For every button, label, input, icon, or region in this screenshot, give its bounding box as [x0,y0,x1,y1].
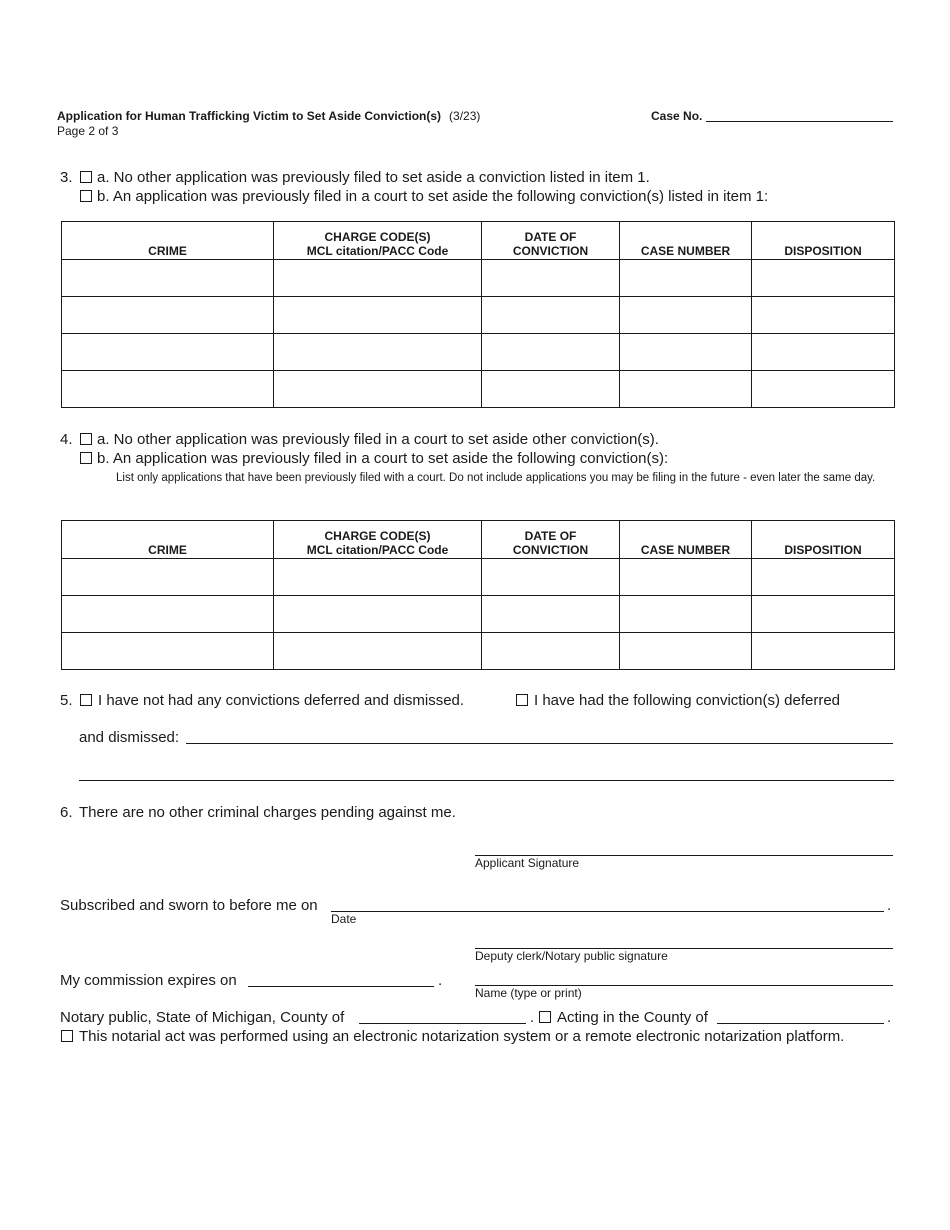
item5-dismissed-field-line2[interactable] [79,780,894,781]
header-charge-code-l1: CHARGE CODE(S) [324,529,431,543]
commission-period: . [438,972,443,989]
case-number-label: Case No. [651,109,703,123]
table-cell[interactable] [752,334,895,371]
commission-expires-field[interactable] [248,986,434,987]
table-cell[interactable] [62,334,274,371]
table-cell[interactable] [274,334,482,371]
table-header-row [62,521,895,559]
table-cell[interactable] [62,633,274,670]
table-row [62,559,895,596]
header-disposition: DISPOSITION [752,521,895,559]
table-cell[interactable] [62,559,274,596]
table-cell[interactable] [62,260,274,297]
item4b-checkbox[interactable] [80,452,92,464]
item4a-text: a. No other application was previously filed in a court to set aside other conviction(s). [97,431,659,448]
item3-number: 3. [60,169,73,186]
table-row [62,260,895,297]
header-date-l2: CONVICTION [512,543,589,557]
table-cell[interactable] [620,297,752,334]
item5-dismissed-field-line1[interactable] [186,743,893,744]
table-cell[interactable] [62,596,274,633]
item6-text: There are no other criminal charges pending against me. [79,804,456,821]
table-row [62,334,895,371]
header-charge-code [274,222,482,260]
table-cell[interactable] [274,297,482,334]
name-label: Name (type or print) [475,986,582,1000]
item4-convictions-table [61,520,895,670]
table-cell[interactable] [752,371,895,408]
table-cell[interactable] [482,260,620,297]
item6-number: 6. [60,804,73,821]
table-cell[interactable] [482,596,620,633]
header-crime: CRIME [62,222,274,260]
table-cell[interactable] [274,559,482,596]
notary-county-period: . [530,1009,535,1026]
item5-number: 5. [60,692,73,709]
electronic-notarization-text: This notarial act was performed using an electronic notarization system or a remote electronic notarization platform. [79,1028,845,1045]
header-charge-code-l1: CHARGE CODE(S) [324,230,431,244]
header-date-of-conviction [482,222,620,260]
table-cell[interactable] [482,633,620,670]
table-row [62,297,895,334]
table-row [62,596,895,633]
table-cell[interactable] [752,559,895,596]
item3a-text: a. No other application was previously filed to set aside a conviction listed in item 1. [97,169,650,186]
table-cell[interactable] [482,297,620,334]
item3-convictions-table [61,221,895,408]
table-cell[interactable] [620,334,752,371]
table-cell[interactable] [274,633,482,670]
table-cell[interactable] [274,260,482,297]
deputy-signature-label: Deputy clerk/Notary public signature [475,949,668,963]
item5-dismissed-label: and dismissed: [79,729,180,746]
item5-deferred-checkbox[interactable] [516,694,528,706]
subscribed-period: . [887,897,892,914]
table-cell[interactable] [620,260,752,297]
form-revision: (3/23) [449,109,481,123]
form-title [57,109,480,123]
table-cell[interactable] [62,371,274,408]
electronic-notarization-checkbox[interactable] [61,1030,73,1042]
header-charge-code [274,521,482,559]
table-cell[interactable] [752,633,895,670]
table-cell[interactable] [482,334,620,371]
table-cell[interactable] [620,633,752,670]
item4a-checkbox[interactable] [80,433,92,445]
item5-no-deferred-text: I have not had any convictions deferred and dismissed. [98,692,465,709]
table-cell[interactable] [482,559,620,596]
case-number-field[interactable] [706,121,893,122]
table-cell[interactable] [752,260,895,297]
table-row [62,633,895,670]
acting-county-checkbox[interactable] [539,1011,551,1023]
header-charge-code-l2: MCL citation/PACC Code [306,244,449,258]
table-header-row [62,222,895,260]
page-number: Page 2 of 3 [57,124,119,138]
table-cell[interactable] [274,371,482,408]
table-cell[interactable] [752,297,895,334]
notary-county-label: Notary public, State of Michigan, County of [60,1009,345,1026]
commission-label: My commission expires on [60,972,237,989]
item4b-text: b. An application was previously filed in a court to set aside the following conviction(s): [97,450,669,467]
header-date-l1: DATE OF [524,230,577,244]
header-date-of-conviction [482,521,620,559]
table-cell[interactable] [620,559,752,596]
acting-county-field[interactable] [717,1023,884,1024]
table-row [62,371,895,408]
notary-county-field[interactable] [359,1023,526,1024]
acting-county-period: . [887,1009,892,1026]
item4-instruction-note: List only applications that have been previously filed with a court. Do not include applications you may be filing in the future - even later the same day. [116,472,876,484]
item5-no-deferred-checkbox[interactable] [80,694,92,706]
form-title-text: Application for Human Trafficking Victim to Set Aside Conviction(s) [57,109,442,123]
item4-number: 4. [60,431,73,448]
applicant-signature-label: Applicant Signature [475,856,580,870]
table-cell[interactable] [482,371,620,408]
date-label: Date [331,912,357,926]
item3b-checkbox[interactable] [80,190,92,202]
acting-county-label: Acting in the County of [557,1009,708,1026]
table-cell[interactable] [752,596,895,633]
header-case-number: CASE NUMBER [620,222,752,260]
header-date-l2: CONVICTION [512,244,589,258]
item3a-checkbox[interactable] [80,171,92,183]
table-cell[interactable] [620,371,752,408]
item5-deferred-text: I have had the following conviction(s) deferred [534,692,841,709]
header-charge-code-l2: MCL citation/PACC Code [306,543,449,557]
subscribed-date-field[interactable] [331,911,884,912]
table-cell[interactable] [620,596,752,633]
header-disposition: DISPOSITION [752,222,895,260]
header-case-number: CASE NUMBER [620,521,752,559]
table-cell[interactable] [62,297,274,334]
item3b-text: b. An application was previously filed in a court to set aside the following conviction(s) listed in item 1: [97,188,769,205]
header-date-l1: DATE OF [524,529,577,543]
table-cell[interactable] [274,596,482,633]
header-crime: CRIME [62,521,274,559]
subscribed-label: Subscribed and sworn to before me on [60,897,318,914]
